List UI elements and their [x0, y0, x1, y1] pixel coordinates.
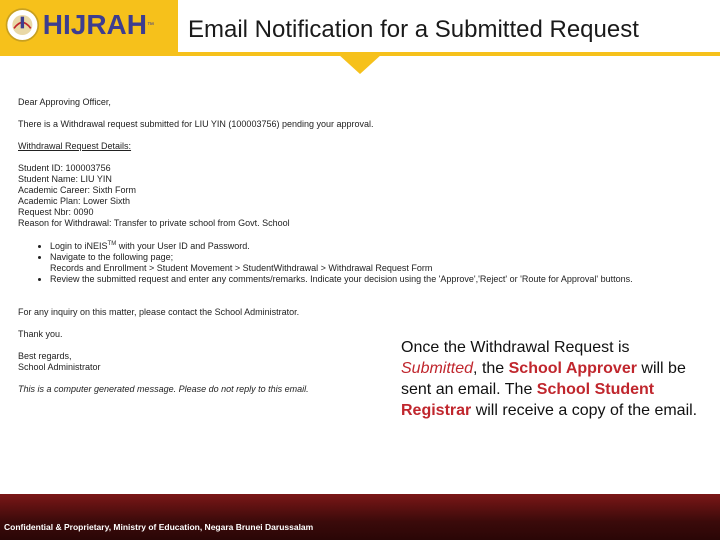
footer-gradient [0, 494, 720, 540]
header-notch [338, 54, 382, 74]
detail-academic-career: Academic Career: Sixth Form [18, 185, 137, 195]
emblem-icon [4, 3, 41, 47]
instruction-navigate [50, 252, 698, 274]
explanation-note [401, 337, 701, 421]
detail-request-nbr: Request Nbr: 0090 [18, 207, 94, 217]
email-intro: There is a Withdrawal request submitted for LIU YIN (100003756) pending your approval. [18, 119, 374, 129]
logo-trademark: ™ [147, 21, 154, 29]
logo-text: HIJRAH [42, 9, 147, 40]
email-thanks: Thank you. [18, 329, 63, 339]
details-heading: Withdrawal Request Details: [18, 141, 132, 151]
note-text-3: will be sent an email. The [401, 360, 686, 398]
note-submitted: Submitted [401, 360, 474, 377]
detail-academic-plan: Academic Plan: Lower Sixth [18, 196, 131, 206]
detail-student-id: Student ID: 100003756 [18, 163, 111, 173]
note-registrar: School Student Registrar [401, 381, 655, 419]
title-box [178, 0, 720, 52]
note-text-4: will receive a copy of the email. [471, 402, 698, 419]
instruction-review: • Review the submitted request and enter any comments/remarks. Indicate your decision using the 'Approve','Reject' or 'Route for Approval' buttons. [50, 274, 698, 285]
page-title: Email Notification for a Submitted Request [188, 16, 639, 43]
instruction-login [50, 239, 698, 252]
instruction-login-pre: Login to iNEIS [50, 241, 108, 251]
note-text-1: Once the Withdrawal Request is [401, 339, 630, 356]
instruction-navigate-path: Records and Enrollment > Student Movement > StudentWithdrawal > Withdrawal Request Form [50, 263, 433, 273]
email-regards: Best regards, [18, 351, 72, 361]
footer-text: Confidential & Proprietary, Ministry of Education, Negara Brunei Darussalam [4, 522, 314, 532]
email-greeting: Dear Approving Officer, [18, 97, 111, 107]
note-approver: School Approver [508, 360, 637, 377]
email-auto-note: This is a computer generated message. Please do not reply to this email. [18, 384, 309, 394]
details-list [18, 163, 698, 229]
instruction-login-tm: TM [107, 241, 117, 247]
email-signature: School Administrator [18, 362, 101, 372]
email-inquiry: For any inquiry on this matter, please contact the School Administrator. [18, 307, 300, 317]
instruction-login-post: with your User ID and Password. [116, 241, 250, 251]
instruction-navigate-text: Navigate to the following page; [50, 252, 174, 262]
hijrah-logo [4, 2, 154, 48]
note-text-2: , the [473, 360, 509, 377]
instructions-list [18, 239, 698, 285]
detail-reason: Reason for Withdrawal: Transfer to private school from Govt. School [18, 218, 290, 228]
detail-student-name: Student Name: LIU YIN [18, 174, 112, 184]
footer-bar [0, 494, 720, 540]
